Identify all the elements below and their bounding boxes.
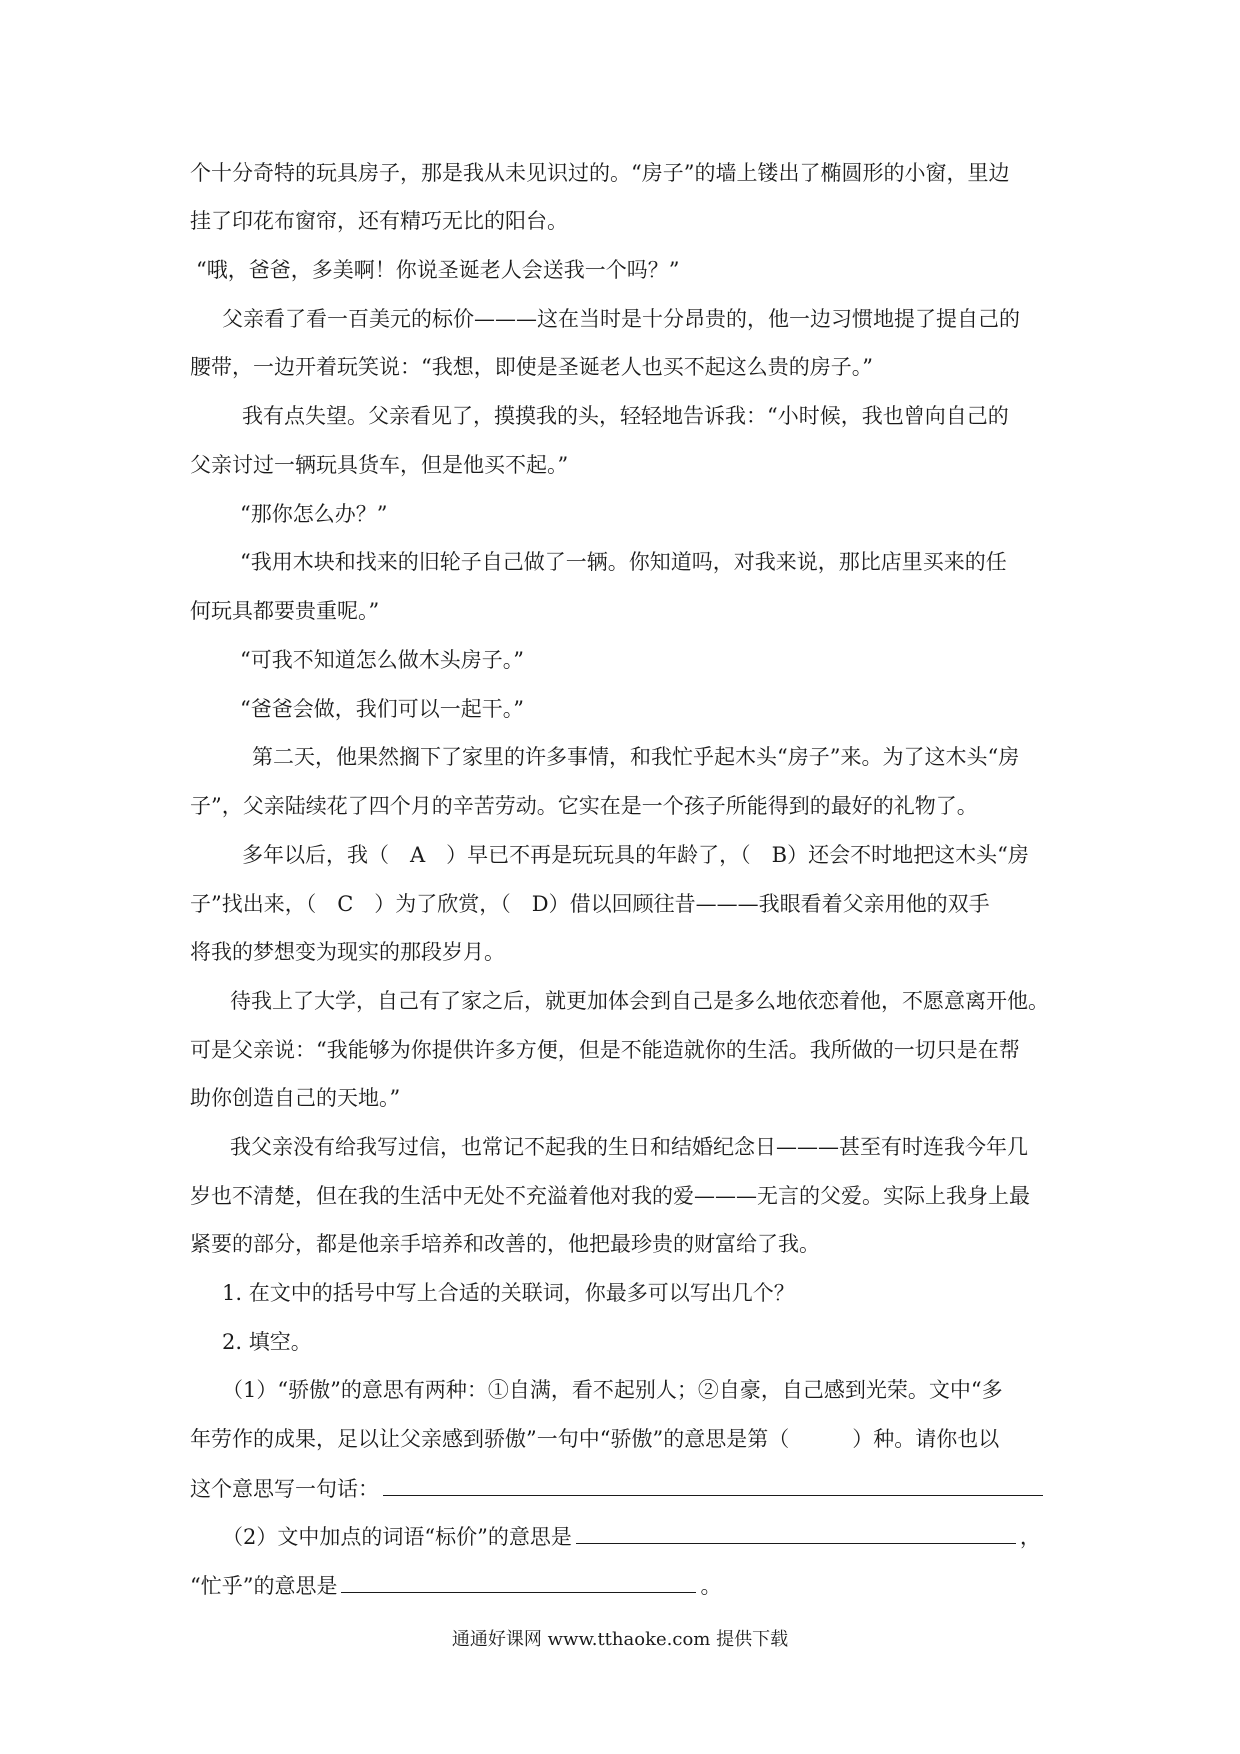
- question-2-2b: [190, 1570, 1060, 1601]
- question-1: 1. 在文中的括号中写上合适的关联词，你最多可以写出几个？: [222, 1281, 795, 1305]
- answer-line-1: [190, 1473, 1060, 1504]
- question-2-2b-prompt: “忙乎”的意思是: [190, 1574, 338, 1598]
- text-line: 何玩具都要贵重呢。”: [190, 599, 380, 623]
- text-line: 第二天，他果然搁下了家里的许多事情，和我忙乎起木头“房子”来。为了这木头“房: [252, 745, 1020, 769]
- question-2-2: [222, 1521, 1092, 1552]
- question-2-2-prompt: （2）文中加点的词语“标价”的意思是: [222, 1525, 572, 1549]
- text-line: 紧要的部分，都是他亲手培养和改善的，他把最珍贵的财富给了我。: [190, 1232, 820, 1256]
- text-line: 多年以后，我（ A ）早已不再是玩玩具的年龄了，（ B）还会不时地把这木头“房: [242, 843, 1029, 867]
- text-line: “那你怎么办？”: [240, 502, 388, 526]
- text-line: 我有点失望。父亲看见了，摸摸我的头，轻轻地告诉我：“小时候，我也曾向自己的: [242, 404, 1009, 428]
- answer-blank[interactable]: [576, 1521, 1016, 1544]
- text-line: “哦，爸爸，多美啊！你说圣诞老人会送我一个吗？”: [196, 258, 680, 282]
- text-line: 父亲讨过一辆玩具货车，但是他买不起。”: [190, 453, 569, 477]
- text-line: “我用木块和找来的旧轮子自己做了一辆。你知道吗，对我来说，那比店里买来的任: [240, 550, 1007, 574]
- text-line: “可我不知道怎么做木头房子。”: [240, 648, 524, 672]
- question-2-heading: 2. 填空。: [222, 1330, 312, 1354]
- text-line: 我父亲没有给我写过信，也常记不起我的生日和结婚纪念日———甚至有时连我今年几: [230, 1135, 1028, 1159]
- text-line: 个十分奇特的玩具房子，那是我从未见识过的。“房子”的墙上镂出了椭圆形的小窗，里边: [190, 161, 1010, 185]
- text-line: 子”，父亲陆续花了四个月的辛苦劳动。它实在是一个孩子所能得到的最好的礼物了。: [190, 794, 978, 818]
- punctuation: ，: [1019, 1525, 1041, 1549]
- text-line: 待我上了大学，自己有了家之后，就更加体会到自己是多么地依恋着他，不愿意离开他。: [230, 989, 1049, 1013]
- text-line: 将我的梦想变为现实的那段岁月。: [190, 940, 505, 964]
- text-line: 可是父亲说：“我能够为你提供许多方便，但是不能造就你的生活。我所做的一切只是在帮: [190, 1038, 1020, 1062]
- answer-prompt: 这个意思写一句话：: [190, 1477, 379, 1501]
- text-line: 挂了印花布窗帘，还有精巧无比的阳台。: [190, 209, 568, 233]
- footer-text: 通通好课网 www.tthaoke.com 提供下载: [451, 1629, 789, 1650]
- text-line: 子”找出来，（ C ）为了欣赏，（ D）借以回顾往昔———我眼看着父亲用他的双手: [190, 892, 990, 916]
- text-line: 年劳作的成果，足以让父亲感到骄傲”一句中“骄傲”的意思是第（ ）种。请你也以: [190, 1427, 1000, 1451]
- text-line: “爸爸会做，我们可以一起干。”: [240, 697, 524, 721]
- text-line: 助你创造自己的天地。”: [190, 1086, 401, 1110]
- text-line: 父亲看了看一百美元的标价———这在当时是十分昂贵的，他一边习惯地提了提自己的: [222, 307, 1020, 331]
- text-line: 岁也不清楚，但在我的生活中无处不充溢着他对我的爱———无言的父爱。实际上我身上最: [190, 1184, 1030, 1208]
- question-2-1: （1）“骄傲”的意思有两种：①自满，看不起别人；②自豪，自己感到光荣。文中“多: [222, 1378, 1003, 1402]
- answer-blank[interactable]: [383, 1473, 1043, 1496]
- answer-blank[interactable]: [341, 1570, 696, 1593]
- text-line: 腰带，一边开着玩笑说：“我想，即使是圣诞老人也买不起这么贵的房子。”: [190, 355, 873, 379]
- punctuation: 。: [700, 1574, 722, 1598]
